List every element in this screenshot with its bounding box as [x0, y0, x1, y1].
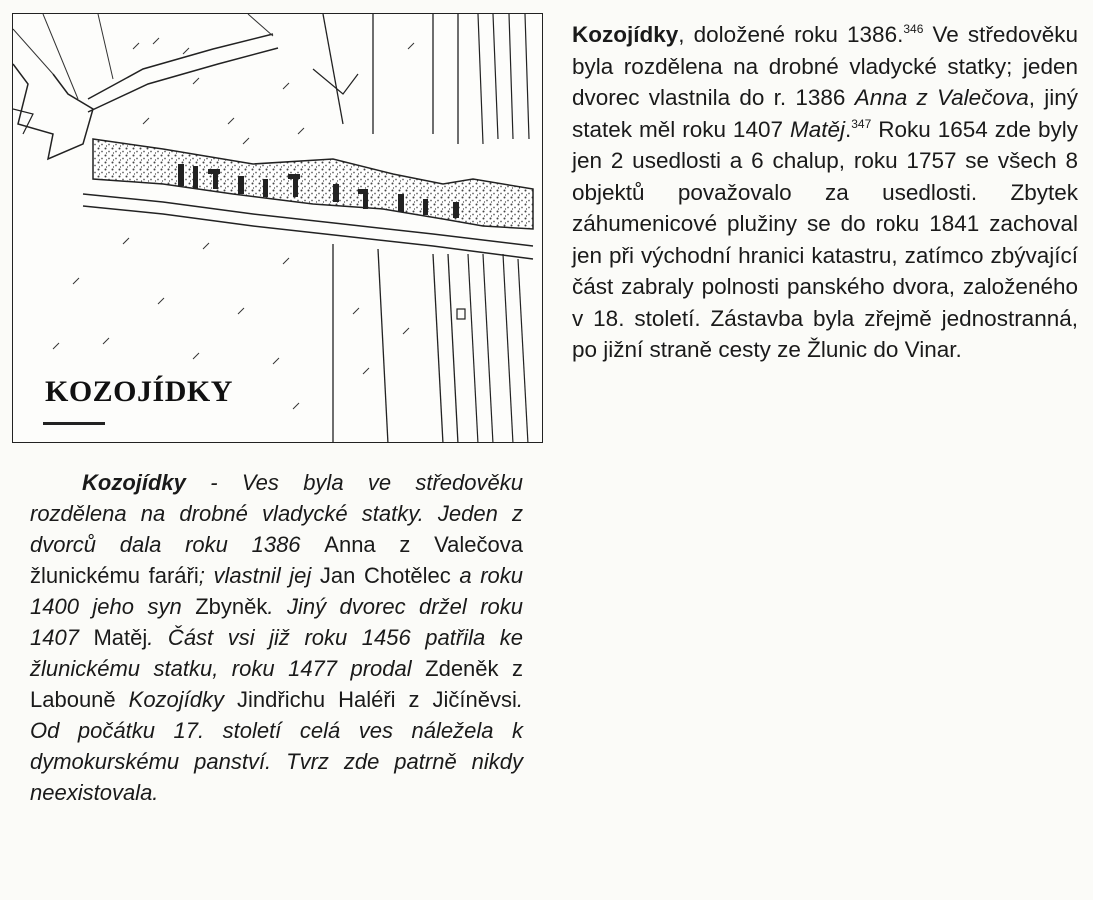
map-figure: [12, 13, 543, 443]
caption-segment: . Od počátku 17. století celá ves náležela k dymokurskému panství. Tvrz zde patrně nikdy neexistovala.: [30, 687, 523, 805]
caption-name: Zdeněk z Labouně: [30, 656, 523, 712]
footnote-ref: 346: [903, 22, 924, 36]
person-name: Matěj: [789, 116, 845, 142]
text-segment: , jiný statek měl roku 1407: [572, 85, 1079, 142]
caption-name: Jan Chotělec: [319, 563, 451, 588]
caption-name: Matěj: [93, 625, 148, 650]
caption-segment: . Část vsi již roku 1456 patřila ke žlunickému statku, roku 1477 prodal: [30, 625, 523, 681]
caption-segment: - Ves byla ve středověku rozdělena na drobné vladycké statky. Jeden z dvorců dala roku 1386: [30, 470, 523, 557]
caption-segment: Kozojídky: [115, 687, 238, 712]
person-name: Anna z Valečova: [854, 85, 1029, 110]
scale-bar: [43, 422, 105, 425]
map-title: KOZOJÍDKY: [41, 374, 237, 410]
footnote-ref: 347: [851, 116, 872, 131]
caption-village-name: Kozojídky: [82, 470, 186, 495]
right-paragraph: [572, 19, 1078, 366]
text-segment: , doložené roku 1386.: [678, 22, 904, 47]
village-name: Kozojídky: [572, 22, 679, 47]
caption-segment: . Jiný dvorec držel roku 1407: [30, 594, 524, 650]
text-segment: Roku 1654 zde byly jen 2 usedlosti a 6 chalup, roku 1757 se všech 8 objektů považovalo za usedlosti. Zbytek záhumenicové plužiny se do roku 1841 zachoval jen při východní hranici katastru, zatímco zbývající část zabraly polnosti panského dvora, založeného v 18. století. Zástavba byla zřejmě jednostranná, po jižní straně cesty ze Žlunic do Vinar.: [572, 116, 1078, 362]
map-caption: [30, 467, 523, 808]
caption-segment: ; vlastnil jej: [198, 563, 320, 588]
text-segment: Ve středověku byla rozdělena na drobné vladycké statky; jeden dvorec vlastnila do r. 1386: [572, 22, 1078, 110]
caption-name: Zbyněk: [195, 594, 268, 619]
text-segment: .: [844, 116, 852, 142]
caption-name: Jindřichu Haléři z Jičíněvsi: [237, 687, 517, 712]
caption-name: Anna z Valečova žlunickému faráři: [30, 532, 523, 588]
caption-segment: a roku 1400 jeho syn: [30, 563, 524, 619]
